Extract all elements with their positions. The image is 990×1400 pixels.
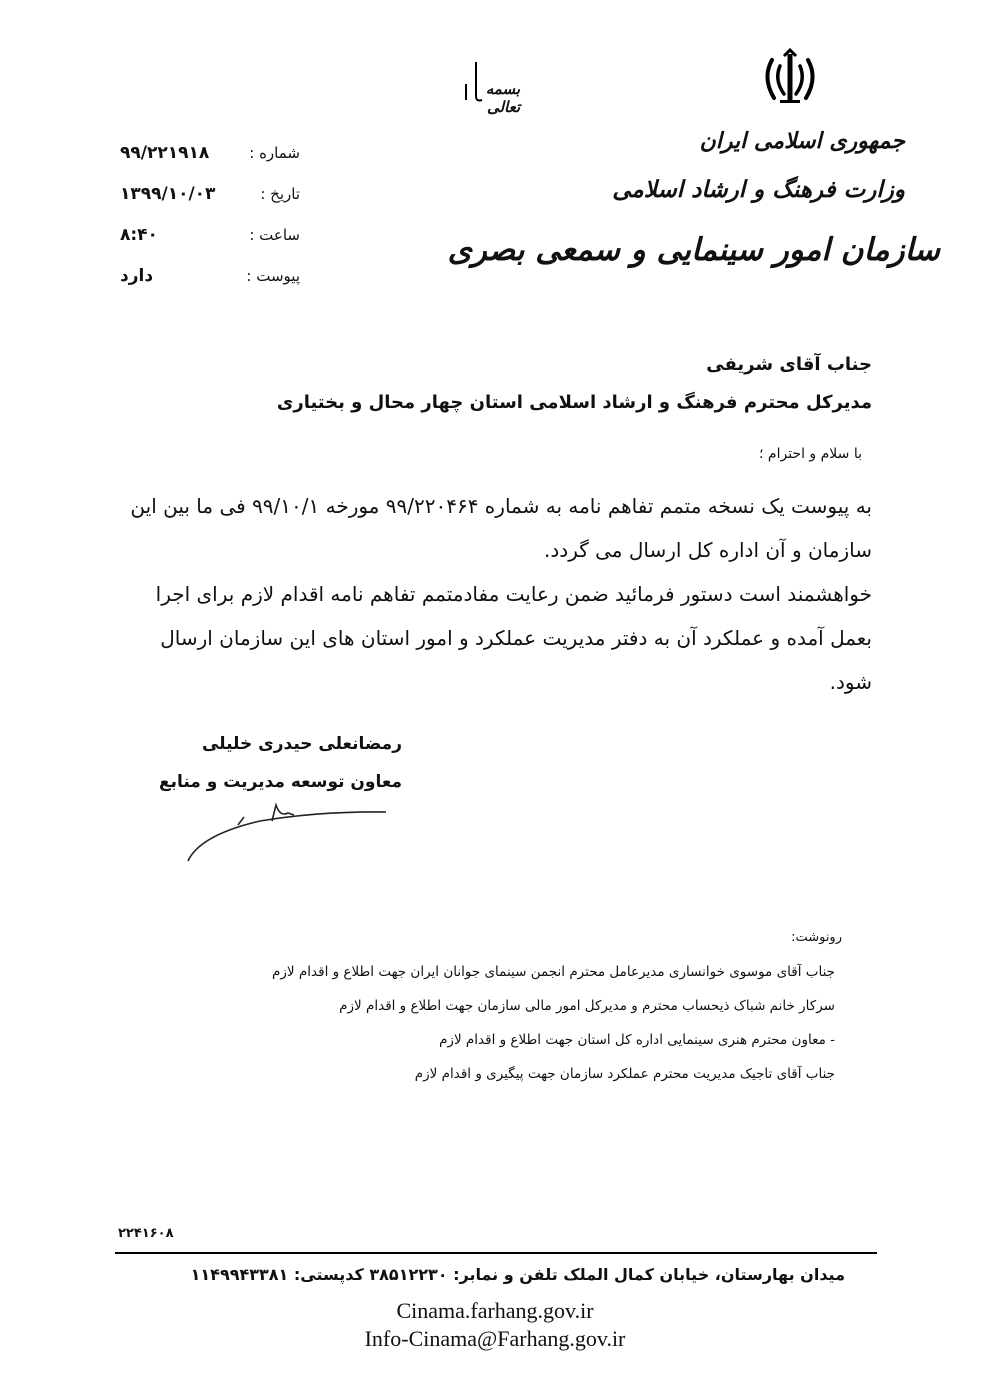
- cc-line-1: جناب آقای موسوی خوانساری مدیرعامل محترم انجمن سینمای جوانان ایران جهت اطلاع و اقدام لازم: [272, 964, 835, 980]
- meta-row-date: [120, 173, 300, 214]
- cc-line-4: جناب آقای تاجیک مدیریت محترم عملکرد سازمان جهت پیگیری و اقدام لازم: [414, 1066, 835, 1082]
- signatory-title: معاون توسعه مدیریت و منابع: [158, 772, 402, 792]
- footer-divider: [115, 1252, 877, 1254]
- letter-time-value: ۸:۴۰: [120, 224, 158, 245]
- meta-row-number: [120, 132, 300, 173]
- letter-date-value: ۱۳۹۹/۱۰/۰۳: [120, 183, 216, 204]
- invocation-text: بسمه تعالی: [485, 80, 520, 116]
- iran-emblem-icon: [760, 48, 820, 108]
- letter-number-label: شماره :: [249, 143, 300, 162]
- letter-body: [112, 484, 872, 704]
- org-ministry: وزارت فرهنگ و ارشاد اسلامی: [612, 176, 905, 203]
- addressee-name: جناب آقای شریفی: [706, 354, 872, 375]
- signatory-name: رمضانعلی حیدری خلیلی: [201, 734, 402, 754]
- body-paragraph-1: به پیوست یک نسخه متمم تفاهم نامه به شماره ۹۹/۲۲۰۴۶۴ مورخه ۹۹/۱۰/۱ فی ما بین این سازمان و آن اداره کل ارسال می گردد.: [130, 494, 872, 562]
- footer-contact: [0, 1297, 990, 1353]
- meta-row-attachment: [120, 255, 300, 296]
- letter-meta: [120, 132, 300, 296]
- invocation: [452, 56, 522, 116]
- letter-number-value: ۹۹/۲۲۱۹۱۸: [120, 142, 210, 163]
- cc-line-3: - معاون محترم هنری سینمایی اداره کل استان جهت اطلاع و اقدام لازم: [439, 1032, 835, 1048]
- footer-website[interactable]: Cinama.farhang.gov.ir: [396, 1298, 594, 1323]
- meta-row-time: [120, 214, 300, 255]
- cc-line-2: سرکار خانم شباک ذیحساب محترم و مدیرکل امور مالی سازمان جهت اطلاع و اقدام لازم: [339, 998, 835, 1014]
- addressee-title: مدیرکل محترم فرهنگ و ارشاد اسلامی استان چهار محال و بختیاری: [276, 392, 872, 413]
- footer-email[interactable]: Info-Cinama@Farhang.gov.ir: [364, 1326, 626, 1351]
- org-organization: سازمان امور سینمایی و سمعی بصری: [447, 232, 940, 268]
- body-paragraph-2: خواهشمند است دستور فرمائید ضمن رعایت مفادمتمم تفاهم نامه اقدام لازم برای اجرا بعمل آمده و عملکرد آن به دفتر مدیریت عملکرد و امور استان های این سازمان ارسال شود.: [155, 582, 872, 694]
- handwritten-signature: [180, 795, 400, 870]
- footer-address: میدان بهارستان، خیابان کمال الملک تلفن و نمابر: ۳۸۵۱۲۲۳۰ کدپستی: ۱۱۴۹۹۴۳۳۸۱: [190, 1265, 845, 1284]
- org-country: جمهوری اسلامی ایران: [699, 128, 905, 154]
- document-code: ۲۲۴۱۶۰۸: [118, 1226, 174, 1241]
- greeting: با سلام و احترام ؛: [759, 446, 862, 462]
- cc-heading: رونوشت:: [791, 930, 842, 945]
- letter-attachment-value: دارد: [120, 265, 154, 286]
- letter-date-label: تاریخ :: [260, 184, 300, 203]
- letter-attachment-label: پیوست :: [246, 266, 300, 285]
- letter-time-label: ساعت :: [249, 225, 300, 244]
